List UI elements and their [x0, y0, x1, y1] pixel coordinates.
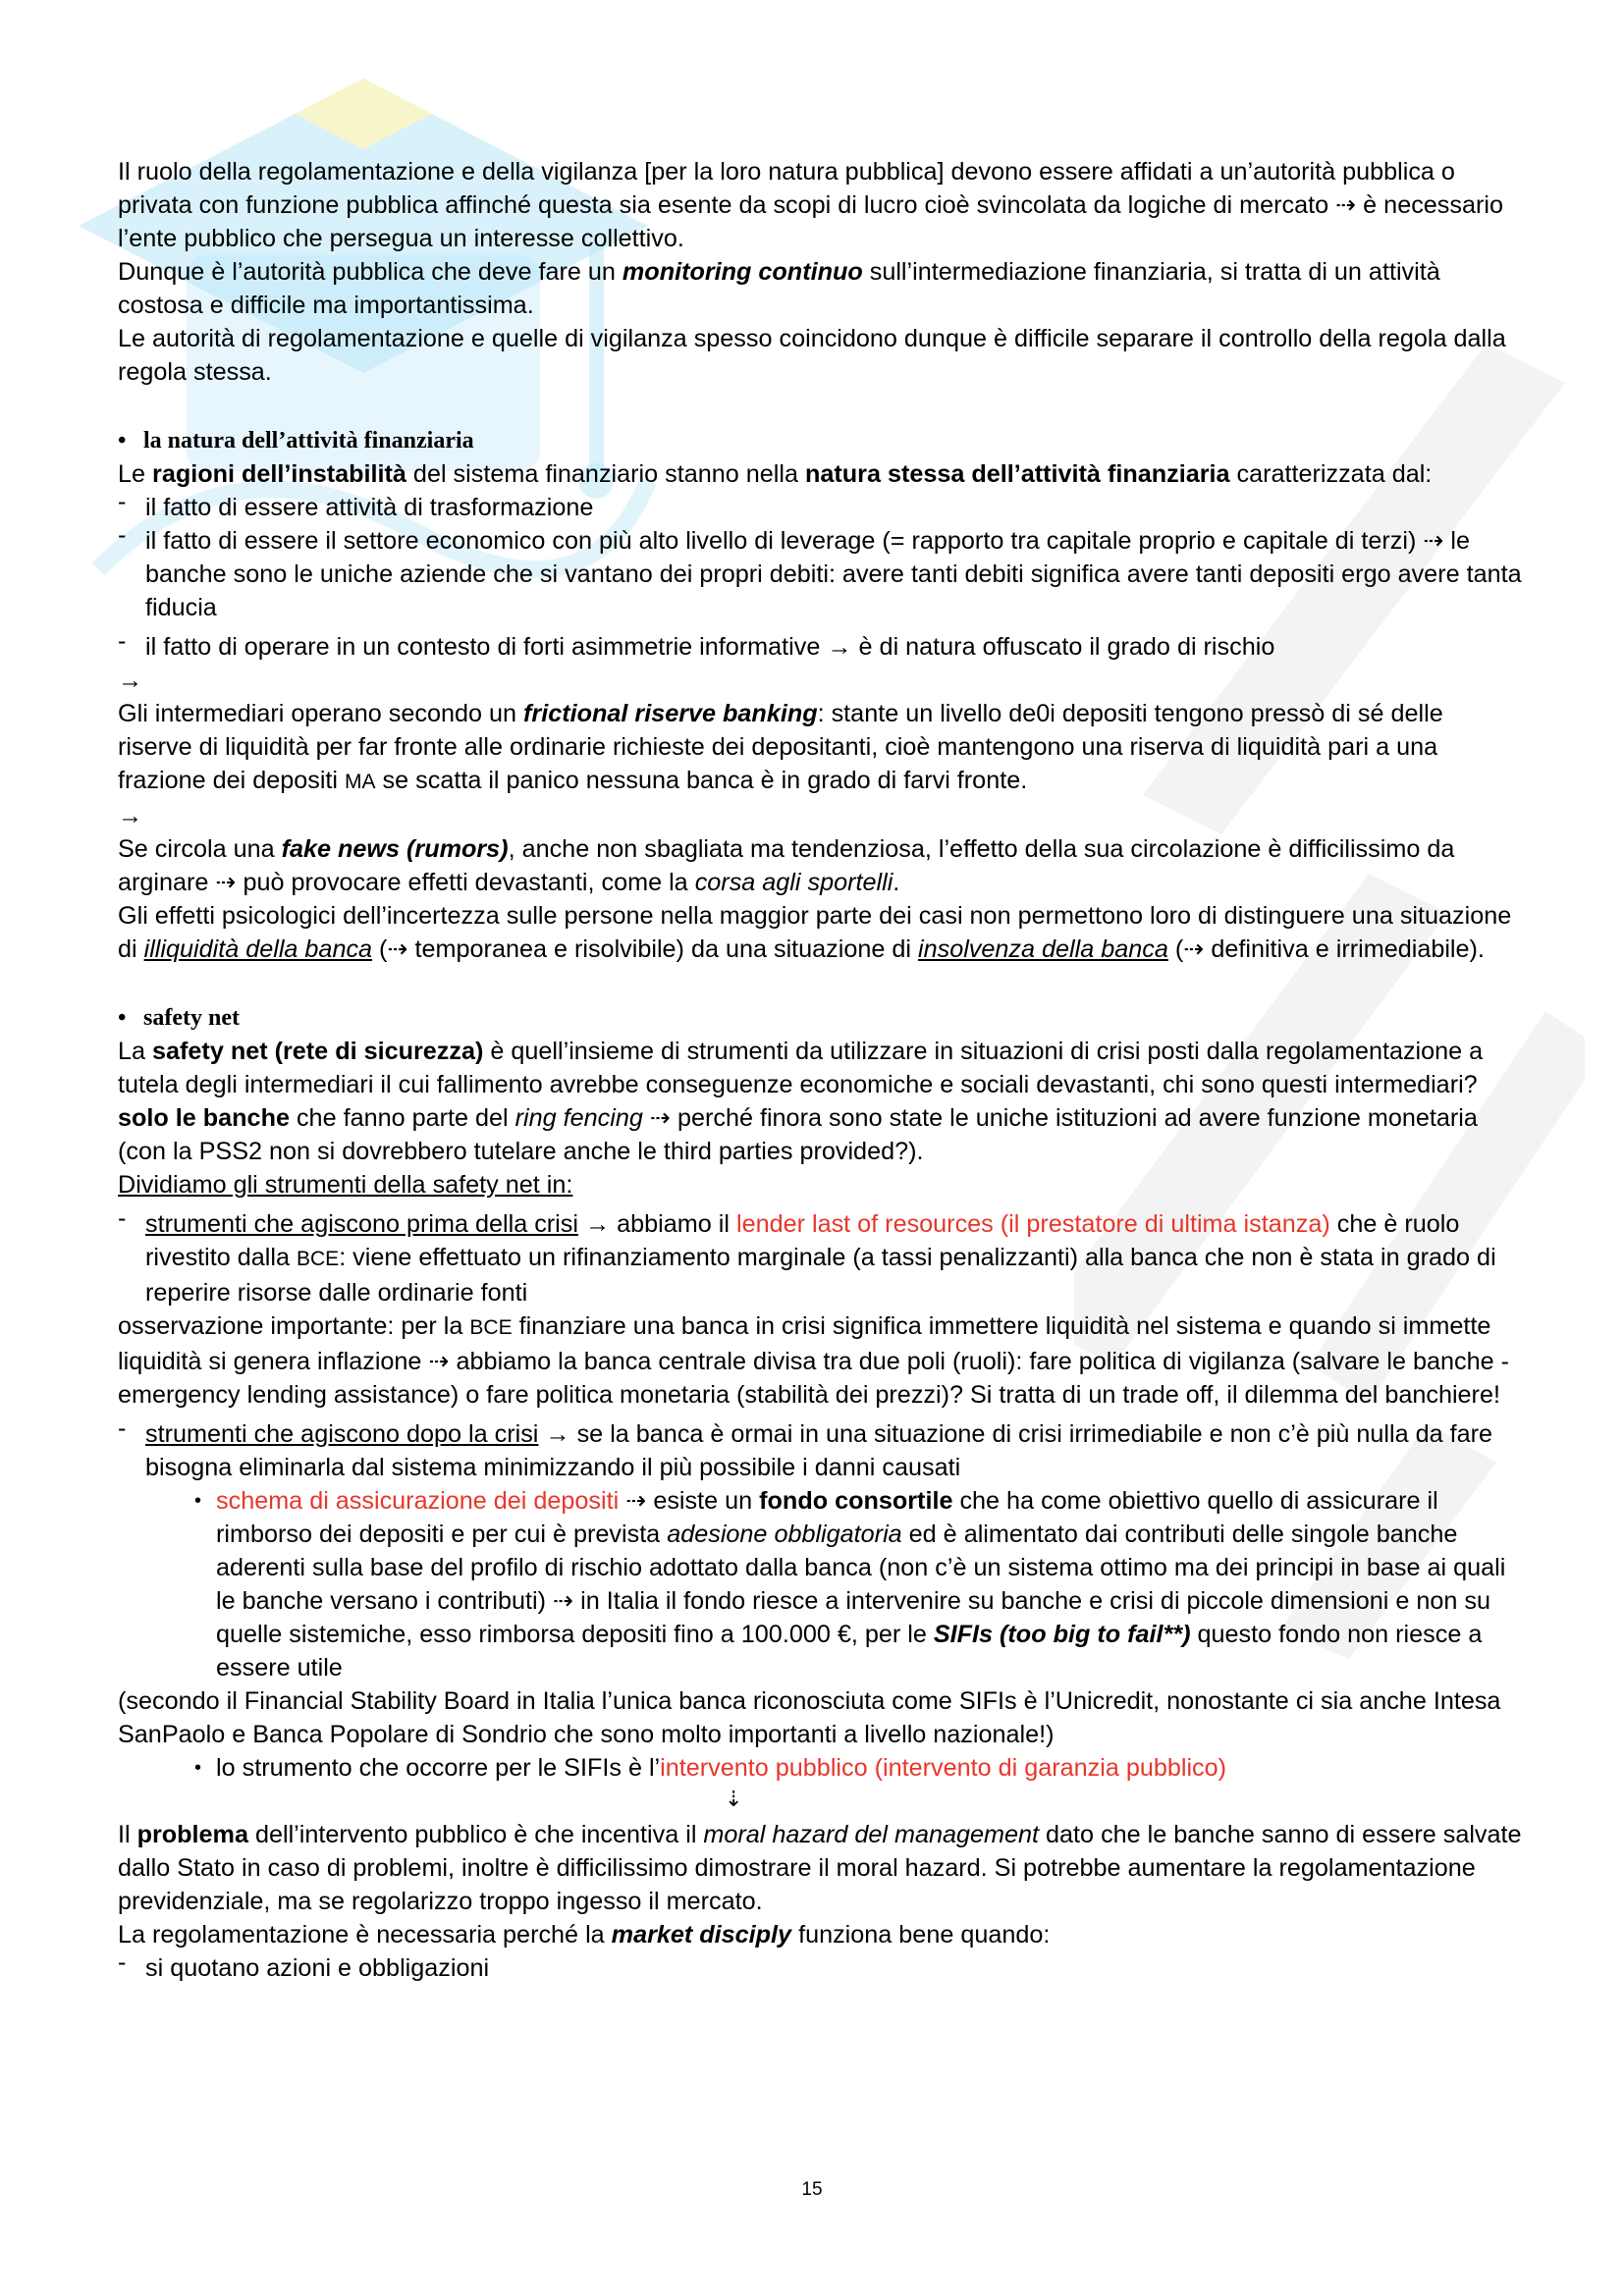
section2-fsb-note: (secondo il Financial Stability Board in Italia l’unica banca riconosciuta come SIFIs è l’Unicredit, nonostante ci sia anche Intesa SanPaolo e Banca Popolare di Sondrio che sono molto importanti a livello nazionale!)	[118, 1687, 1501, 1748]
section1-paragraph-4: Gli effetti psicologici dell’incertezza sulle persone nella maggior parte dei casi non permettono loro di distinguere una situazione di illiquidità della banca (⇢ temporanea e risolvibile) da una situazione di insolvenza della banca (⇢ definitiva e irrimediabile).	[118, 902, 1512, 963]
list-item: - il fatto di essere il settore economico con più alto livello di leverage (= rapporto tra capitale proprio e capitale di terzi) ⇢ le banche sono le uniche aziende che si vantano dei propri debiti: avere tanti debiti significa avere tanti depositi ergo avere tanta fiducia	[118, 521, 1522, 621]
list-item: - il fatto di essere attività di trasformazione	[118, 488, 594, 521]
sub-list-item: • schema di assicurazione dei depositi ⇢ esiste un fondo consortile che ha come obiettivo quello di assicurare il rimborso dei depositi e per cui è prevista adesione obbligatoria ed è alimentato dai contributi delle singole banche aderenti sulla base del profilo di rischio adottato dalla banca (non c’è un sistema ottimo ma dei principi in base ai quali le banche versano i contributi) ⇢ in Italia il fondo riesce a intervenire su banche e crisi di piccole dimensioni e non su quelle sistemiche, esso rimborsa depositi fino a 100.000 €, per le SIFIs (too big to fail**) questo fondo non riesce a essere utile	[194, 1487, 1506, 1682]
list-item: - si quotano azioni e obbligazioni	[118, 1949, 490, 1982]
down-arrow-icon: ⇣	[725, 1787, 743, 1811]
intro-paragraph-2: Dunque è l’autorità pubblica che deve fare un monitoring continuo sull’intermediazione finanziaria, si tratta di un attività costosa e difficile ma importantissima.	[118, 258, 1440, 319]
intro-paragraph-3: Le autorità di regolamentazione e quelle di vigilanza spesso coincidono dunque è difficile separare il controllo della regola dalla regola stessa.	[118, 325, 1506, 386]
list-item: - strumenti che agiscono prima della crisi → abbiamo il lender last of resources (il prestatore di ultima istanza) che è ruolo rivestito dalla BCE: viene effettuato un rifinanziamento marginale (a tassi penalizzanti) alla banca che non è stata in grado di reperire risorse dalle ordinarie fonti	[118, 1204, 1496, 1307]
sub-list-item: • lo strumento che occorre per le SIFIs è l’intervento pubblico (intervento di garanzia pubblico)	[194, 1754, 1227, 1782]
list-item: - il fatto di operare in un contesto di forti asimmetrie informative → è di natura offuscato il grado di rischio	[118, 627, 1275, 661]
section2-regulation: La regolamentazione è necessaria perché la market disciply funziona bene quando:	[118, 1921, 1051, 1949]
section1-paragraph-3: Se circola una fake news (rumors), anche non sbagliata ma tendenziosa, l’effetto della sua circolazione è difficilissimo da arginare ⇢ può provocare effetti devastanti, come la corsa agli sportelli.	[118, 835, 1455, 896]
list-item: - strumenti che agiscono dopo la crisi → se la banca è ormai in una situazione di crisi irrimediabile e non c’è più nulla da fare bisogna eliminarla dal sistema minimizzando il più possibile i danni causati	[118, 1415, 1493, 1481]
section2-observation: osservazione importante: per la BCE finanziare una banca in crisi significa immettere liquidità nel sistema e quando si immette liquidità si genera inflazione ⇢ abbiamo la banca centrale divisa tra due poli (ruoli): fare politica di vigilanza (salvare le banche - emergency lending assistance) o fare politica monetaria (stabilità dei prezzi)? Si tratta di un trade off, il dilemma del banchiere!	[118, 1312, 1509, 1409]
arrow-icon: →	[118, 667, 143, 694]
section1-paragraph-2: Gli intermediari operano secondo un frictional riserve banking: stante un livello de0i depositi tengono pressò di sé delle riserve di liquidità per far fronte alle ordinarie richieste dei depositanti, cioè mantengono una riserva di liquidità pari a una frazione dei depositi MA se scatta il panico nessuna banca è in grado di farvi fronte.	[118, 700, 1443, 794]
section2-divide: Dividiamo gli strumenti della safety net in:	[118, 1171, 573, 1199]
arrow-icon: →	[118, 802, 143, 829]
intro-paragraph-1: Il ruolo della regolamentazione e della vigilanza [per la loro natura pubblica] devono essere affidati a un’autorità pubblica o privata con funzione pubblica affinché questa sia esente da scopi di lucro cioè svincolata da logiche di mercato ⇢ è necessario l’ente pubblico che persegua un interesse collettivo.	[118, 158, 1503, 252]
section-heading-natura: • la natura dell’attività finanziaria	[118, 428, 474, 454]
page-number: 15	[801, 2179, 823, 2200]
section-heading-safety-net: • safety net	[118, 1005, 240, 1031]
document-body	[118, 155, 1522, 1985]
section2-problem: Il problema dell’intervento pubblico è che incentiva il moral hazard del management dato che le banche sanno di essere salvate dallo Stato in caso di problemi, inoltre è difficilissimo dimostrare il moral hazard. Si potrebbe aumentare la regolamentazione previdenziale, ma se regolarizzo troppo ingesso il mercato.	[118, 1821, 1522, 1915]
section2-intro: La safety net (rete di sicurezza) è quell’insieme di strumenti da utilizzare in situazioni di crisi posti dalla regolamentazione a tutela degli intermediari il cui fallimento avrebbe conseguenze economiche e sociali devastanti, chi sono questi intermediari? solo le banche che fanno parte del ring fencing ⇢ perché finora sono state le uniche istituzioni ad avere funzione monetaria (con la PSS2 non si dovrebbero tutelare anche le third parties provided?).	[118, 1038, 1484, 1165]
section1-intro: Le ragioni dell’instabilità del sistema finanziario stanno nella natura stessa dell’attività finanziaria caratterizzata dal:	[118, 460, 1433, 488]
